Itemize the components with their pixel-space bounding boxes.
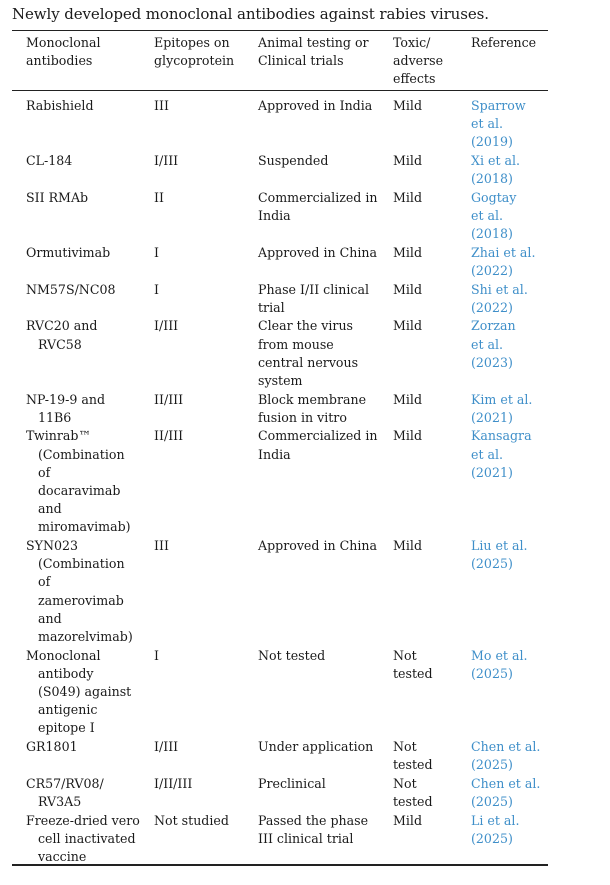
- cell-line: Sparrow: [471, 98, 526, 113]
- cell-line: CL-184: [26, 153, 73, 168]
- cell-line: miromavimab): [38, 519, 131, 535]
- cell-line: Approved in India: [258, 98, 373, 113]
- cell-line: Mild: [393, 812, 423, 828]
- cell-line: II: [154, 189, 164, 205]
- cell-line: (2021): [471, 409, 513, 425]
- reference-cell: [471, 647, 528, 683]
- toxic-cell: [393, 427, 422, 445]
- toxic-cell: [393, 317, 422, 335]
- cell-line: Mild: [393, 281, 423, 297]
- cell-line: Not: [393, 647, 417, 663]
- header-epitope: [154, 34, 234, 70]
- cell-line: Gogtay: [471, 189, 517, 205]
- epitope-cell: [154, 647, 159, 665]
- antibody-cell: [26, 152, 72, 170]
- trial-cell: [258, 391, 366, 427]
- cell-line: Mild: [393, 428, 423, 444]
- cell-line: et al.: [471, 116, 504, 132]
- cell-line: India: [258, 446, 291, 462]
- cell-line: and: [38, 501, 62, 517]
- cell-line: I/II/III: [154, 775, 193, 791]
- epitope-cell: [154, 152, 178, 170]
- toxic-cell: [393, 812, 422, 830]
- cell-line: (2018): [471, 226, 513, 242]
- header-trial: [258, 34, 369, 70]
- cell-line: docaravimab: [38, 483, 121, 498]
- cell-line: Not tested: [258, 647, 326, 663]
- cell-line: Monoclonal: [26, 647, 101, 663]
- reference-cell: [471, 97, 526, 152]
- cell-line: India: [258, 208, 291, 223]
- cell-line: vaccine: [38, 849, 87, 864]
- toxic-cell: [393, 738, 433, 774]
- table-caption: Newly developed monoclonal antibodies against rabies viruses.: [12, 5, 489, 23]
- cell-line: Mild: [393, 244, 423, 260]
- trial-cell: [258, 189, 378, 225]
- cell-line: (2025): [471, 665, 513, 681]
- reference-cell: [471, 738, 540, 774]
- cell-line: Chen et al.: [471, 739, 541, 754]
- trial-cell: [258, 775, 326, 793]
- cell-line: of: [38, 464, 51, 480]
- cell-line: (2018): [471, 171, 513, 187]
- cell-line: I/III: [154, 153, 179, 168]
- cell-line: II/III: [154, 428, 184, 444]
- cell-line: Preclinical: [258, 775, 326, 791]
- cell-line: tested: [393, 665, 433, 681]
- epitope-cell: [154, 537, 169, 555]
- cell-line: of: [38, 574, 51, 590]
- trial-cell: [258, 427, 378, 463]
- cell-line: Mild: [393, 189, 423, 205]
- cell-line: from mouse: [258, 336, 334, 352]
- cell-line: I: [154, 281, 159, 297]
- toxic-cell: [393, 281, 422, 299]
- cell-line: Shi et al.: [471, 281, 528, 297]
- cell-line: Twinrab™: [26, 428, 92, 444]
- cell-line: Animal testing or: [258, 35, 369, 50]
- toxic-cell: [393, 647, 433, 683]
- cell-line: Commercialized in: [258, 428, 378, 444]
- header-rule: [12, 90, 548, 91]
- trial-cell: [258, 152, 328, 170]
- cell-line: Approved in China: [258, 538, 377, 553]
- cell-line: et al.: [471, 208, 504, 223]
- cell-line: I/III: [154, 739, 179, 754]
- cell-line: Block membrane: [258, 391, 367, 407]
- cell-line: NM57S/NC08: [26, 281, 116, 297]
- cell-line: SYN023: [26, 538, 78, 553]
- trial-cell: [258, 647, 325, 665]
- cell-line: Kim et al.: [471, 391, 533, 407]
- cell-line: Mild: [393, 98, 423, 113]
- cell-line: Mild: [393, 318, 423, 334]
- cell-line: Epitopes on: [154, 35, 230, 50]
- epitope-cell: [154, 775, 192, 793]
- antibody-cell: [26, 391, 105, 427]
- cell-line: cell inactivated: [38, 830, 136, 846]
- cell-line: Kansagra: [471, 428, 532, 444]
- cell-line: (2019): [471, 134, 513, 150]
- cell-line: glycoprotein: [154, 53, 235, 69]
- reference-cell: [471, 317, 516, 372]
- cell-line: Li et al.: [471, 812, 520, 828]
- cell-line: Mild: [393, 538, 423, 553]
- cell-line: Reference: [471, 35, 537, 50]
- cell-line: Rabishield: [26, 98, 94, 113]
- cell-line: (2025): [471, 757, 513, 773]
- antibody-cell: [26, 317, 97, 353]
- cell-line: tested: [393, 757, 433, 773]
- cell-line: (2025): [471, 830, 513, 846]
- toxic-cell: [393, 152, 422, 170]
- reference-cell: [471, 427, 532, 482]
- cell-line: (2022): [471, 299, 513, 315]
- cell-line: I: [154, 647, 159, 663]
- cell-line: I: [154, 244, 159, 260]
- epitope-cell: [154, 812, 229, 830]
- reference-cell: [471, 812, 519, 848]
- cell-line: (S049) against: [38, 684, 132, 699]
- reference-cell: [471, 152, 520, 188]
- cell-line: III: [154, 538, 169, 553]
- cell-line: (2025): [471, 794, 513, 809]
- cell-line: (2023): [471, 354, 513, 370]
- cell-line: Freeze-dried vero: [26, 812, 140, 828]
- cell-line: tested: [393, 794, 433, 809]
- antibody-cell: [26, 775, 104, 811]
- cell-line: RVC58: [38, 336, 82, 352]
- epitope-cell: [154, 244, 159, 262]
- reference-cell: [471, 189, 516, 244]
- header-reference: [471, 34, 536, 52]
- cell-line: (2025): [471, 556, 513, 572]
- epitope-cell: [154, 189, 164, 207]
- reference-cell: [471, 391, 532, 427]
- toxic-cell: [393, 97, 422, 115]
- cell-line: et al.: [471, 336, 504, 352]
- toxic-cell: [393, 391, 422, 409]
- epitope-cell: [154, 97, 169, 115]
- cell-line: et al.: [471, 446, 504, 462]
- cell-line: Xi et al.: [471, 153, 521, 168]
- antibody-cell: [26, 281, 116, 299]
- cell-line: mazorelvimab): [38, 629, 133, 645]
- cell-line: antibodies: [26, 53, 93, 69]
- cell-line: adverse: [393, 53, 444, 69]
- reference-cell: [471, 537, 528, 573]
- cell-line: Passed the phase: [258, 812, 369, 828]
- cell-line: GR1801: [26, 739, 78, 754]
- cell-line: RVC20 and: [26, 318, 98, 334]
- epitope-cell: [154, 738, 178, 756]
- cell-line: Suspended: [258, 153, 329, 168]
- cell-line: Toxic/: [393, 35, 431, 50]
- cell-line: SII RMAb: [26, 189, 89, 205]
- cell-line: Approved in China: [258, 244, 377, 260]
- epitope-cell: [154, 317, 178, 335]
- cell-line: effects: [393, 71, 436, 87]
- cell-line: RV3A5: [38, 794, 82, 809]
- top-rule: [12, 30, 548, 31]
- header-antibody: [26, 34, 100, 70]
- antibody-cell: [26, 537, 133, 646]
- cell-line: Clear the virus: [258, 318, 354, 334]
- cell-line: III: [154, 98, 169, 113]
- cell-line: III clinical trial: [258, 830, 354, 846]
- antibody-cell: [26, 812, 140, 867]
- antibody-cell: [26, 189, 88, 207]
- cell-line: Under application: [258, 739, 374, 754]
- epitope-cell: [154, 281, 159, 299]
- cell-line: Commercialized in: [258, 189, 378, 205]
- cell-line: Monoclonal: [26, 35, 101, 50]
- trial-cell: [258, 281, 369, 317]
- cell-line: NP-19-9 and: [26, 391, 106, 407]
- trial-cell: [258, 97, 372, 115]
- antibody-cell: [26, 647, 131, 738]
- cell-line: fusion in vitro: [258, 409, 347, 425]
- cell-line: system: [258, 373, 303, 388]
- cell-line: CR57/RV08/: [26, 775, 104, 791]
- cell-line: Zhai et al.: [471, 244, 536, 260]
- cell-line: II/III: [154, 391, 184, 407]
- cell-line: Ormutivimab: [26, 244, 111, 260]
- cell-line: Mo et al.: [471, 647, 528, 663]
- cell-line: (2021): [471, 464, 513, 480]
- reference-cell: [471, 244, 535, 280]
- cell-line: Zorzan: [471, 318, 516, 334]
- cell-line: (Combination: [38, 446, 125, 462]
- cell-line: Mild: [393, 153, 423, 168]
- reference-cell: [471, 775, 540, 811]
- reference-cell: [471, 281, 528, 317]
- cell-line: trial: [258, 299, 285, 315]
- cell-line: Not studied: [154, 812, 229, 828]
- cell-line: (Combination: [38, 556, 125, 572]
- antibody-cell: [26, 97, 94, 115]
- antibody-cell: [26, 738, 78, 756]
- cell-line: Mild: [393, 391, 423, 407]
- cell-line: zamerovimab: [38, 592, 124, 608]
- cell-line: (2022): [471, 263, 513, 278]
- trial-cell: [258, 317, 358, 390]
- toxic-cell: [393, 189, 422, 207]
- cell-line: Chen et al.: [471, 775, 541, 791]
- header-toxic: [393, 34, 443, 89]
- epitope-cell: [154, 391, 183, 409]
- epitope-cell: [154, 427, 183, 445]
- cell-line: Not: [393, 739, 417, 754]
- cell-line: central nervous: [258, 354, 359, 370]
- cell-line: Not: [393, 775, 417, 791]
- cell-line: I/III: [154, 318, 179, 334]
- cell-line: epitope I: [38, 720, 95, 736]
- antibody-cell: [26, 244, 110, 262]
- cell-line: Clinical trials: [258, 53, 344, 69]
- trial-cell: [258, 537, 377, 555]
- trial-cell: [258, 738, 373, 756]
- antibody-cell: [26, 427, 131, 536]
- cell-line: antigenic: [38, 702, 98, 718]
- cell-line: Liu et al.: [471, 538, 528, 553]
- toxic-cell: [393, 775, 433, 811]
- cell-line: and: [38, 610, 62, 626]
- toxic-cell: [393, 537, 422, 555]
- cell-line: antibody: [38, 665, 94, 681]
- trial-cell: [258, 244, 377, 262]
- cell-line: 11B6: [38, 409, 72, 425]
- toxic-cell: [393, 244, 422, 262]
- cell-line: Phase I/II clinical: [258, 281, 370, 297]
- trial-cell: [258, 812, 368, 848]
